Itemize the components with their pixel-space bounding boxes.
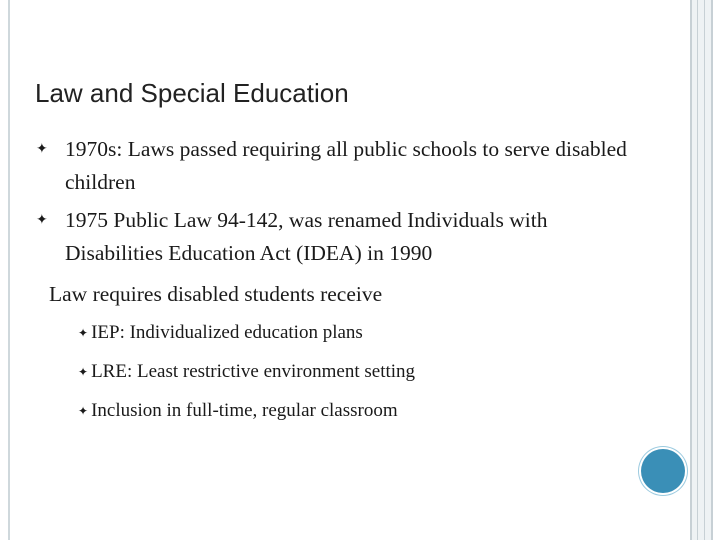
slide-frame-right-line [697, 0, 698, 540]
bullet-text: 1975 Public Law 94-142, was renamed Individuals with Disabilities Education Act (IDEA) in 1990 [65, 208, 548, 265]
sub-bullet-item [78, 398, 398, 424]
sub-bullet-item [78, 320, 363, 346]
body-line: Law requires disabled students receive [49, 282, 383, 306]
decorative-circle [641, 449, 685, 493]
diamond-bullet-icon: ✦ [36, 141, 48, 157]
sub-bullet-text: LRE: Least restrictive environment setting [91, 361, 416, 382]
sub-bullet-text: IEP: Individualized education plans [91, 322, 363, 343]
slide-frame-right-line [704, 0, 705, 540]
diamond-bullet-icon: ✦ [78, 404, 89, 418]
slide-title: Law and Special Education [35, 78, 349, 108]
slide-frame-left [8, 0, 10, 540]
diamond-bullet-icon: ✦ [78, 326, 89, 340]
bullet-text: 1970s: Laws passed requiring all public schools to serve disabled children [65, 137, 627, 194]
bullet-item [36, 204, 636, 270]
slide-frame-right-band [690, 0, 712, 540]
slide-frame-right-line [690, 0, 692, 540]
bullet-item [36, 133, 636, 199]
sub-bullet-text: Inclusion in full-time, regular classroom [91, 400, 398, 421]
slide-frame-right-line [711, 0, 713, 540]
diamond-bullet-icon: ✦ [78, 365, 89, 379]
sub-bullet-item [78, 359, 415, 385]
diamond-bullet-icon: ✦ [36, 212, 48, 228]
